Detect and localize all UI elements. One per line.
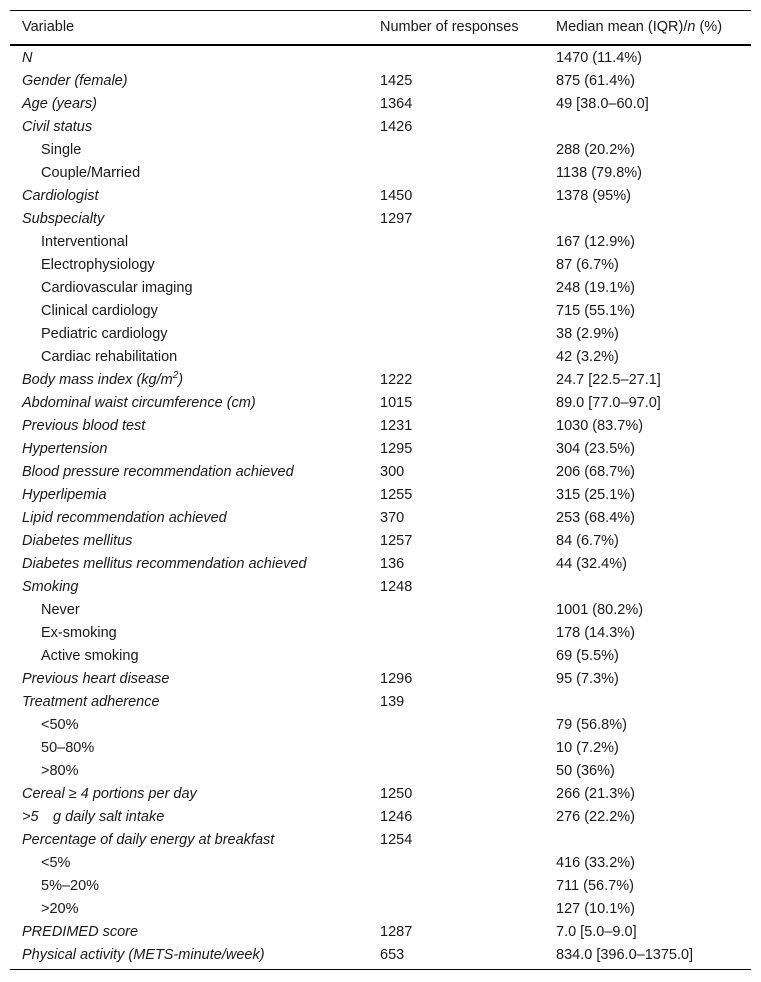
table-row [10,668,751,691]
row-responses: 1295 [380,441,413,457]
row-value: 87 (6.7%) [556,257,619,273]
row-value: 95 (7.3%) [556,671,619,687]
row-variable: Civil status [22,119,93,135]
row-variable: Diabetes mellitus recommendation achieved [22,556,307,572]
header-median-suffix: (%) [695,19,723,35]
row-variable: Abdominal waist circumference (cm) [22,395,256,411]
table-row [10,760,751,783]
table-row [10,829,751,852]
row-variable: Cardiovascular imaging [41,280,193,296]
row-responses: 1257 [380,533,413,549]
table-row [10,116,751,139]
row-responses: 136 [380,556,405,572]
row-variable-superscript: 2 [172,370,179,382]
table-row [10,162,751,185]
table-row [10,852,751,875]
table-row [10,254,751,277]
table-row [10,208,751,231]
table-row [10,714,751,737]
row-value: 50 (36%) [556,763,615,779]
row-variable: <5% [41,855,71,871]
row-variable: Smoking [22,579,79,595]
row-value: 248 (19.1%) [556,280,635,296]
row-value: 1378 (95%) [556,188,631,204]
header-median-prefix: Median mean (IQR)/ [556,19,688,35]
table-row [10,438,751,461]
row-value: 84 (6.7%) [556,533,619,549]
row-variable: >80% [41,763,79,779]
row-variable: >20% [41,901,79,917]
row-variable: 50–80% [41,740,95,756]
row-variable: Treatment adherence [22,694,160,710]
row-responses: 1248 [380,579,413,595]
row-responses: 1015 [380,395,413,411]
row-variable: Subspecialty [22,211,105,227]
table-row [10,93,751,116]
table-row [10,737,751,760]
row-responses: 1222 [380,372,413,388]
table-row [10,875,751,898]
table-row [10,139,751,162]
row-responses: 370 [380,510,405,526]
row-value: 315 (25.1%) [556,487,635,503]
row-variable: Electrophysiology [41,257,155,273]
row-value: 10 (7.2%) [556,740,619,756]
row-value: 24.7 [22.5–27.1] [556,372,661,388]
row-variable: Cereal ≥ 4 portions per day [22,786,197,802]
row-variable: Cardiologist [22,188,99,204]
row-value: 7.0 [5.0–9.0] [556,924,637,940]
row-variable: PREDIMED score [22,924,139,940]
row-responses: 139 [380,694,405,710]
row-responses: 653 [380,947,405,963]
row-value: 89.0 [77.0–97.0] [556,395,661,411]
table-bottom-rule [10,969,751,970]
row-value: 276 (22.2%) [556,809,635,825]
row-value: 69 (5.5%) [556,648,619,664]
row-value: 49 [38.0–60.0] [556,96,649,112]
table-row [10,507,751,530]
header-variable: Variable [22,19,75,35]
row-variable: Ex-smoking [41,625,117,641]
row-value: 178 (14.3%) [556,625,635,641]
row-variable: Active smoking [41,648,139,664]
row-variable-text: Body mass index (kg/m [22,372,173,388]
row-variable: Pediatric cardiology [41,326,168,342]
row-responses: 1364 [380,96,413,112]
row-variable: 5%–20% [41,878,100,894]
row-value: 1030 (83.7%) [556,418,644,434]
row-variable: Physical activity (METS-minute/week) [22,947,265,963]
row-responses: 1287 [380,924,413,940]
row-variable: Blood pressure recommendation achieved [22,464,294,480]
row-responses: 300 [380,464,405,480]
table-row [10,47,751,70]
row-responses: 1250 [380,786,413,802]
row-variable: Lipid recommendation achieved [22,510,227,526]
row-value: 1138 (79.8%) [556,165,642,181]
table-row [10,691,751,714]
row-value: 42 (3.2%) [556,349,619,365]
table-row [10,70,751,93]
table-row [10,898,751,921]
table-row [10,553,751,576]
table-row [10,576,751,599]
row-variable: Interventional [41,234,129,250]
row-value: 834.0 [396.0–1375.0] [556,947,694,963]
row-value: 253 (68.4%) [556,510,635,526]
row-variable: Diabetes mellitus [22,533,133,549]
table-row [10,185,751,208]
table-row [10,921,751,944]
table-row [10,415,751,438]
table-row [10,645,751,668]
row-variable: Hyperlipemia [22,487,107,503]
table-row [10,369,751,392]
row-value: 167 (12.9%) [556,234,635,250]
row-variable: Percentage of daily energy at breakfast [22,832,275,848]
row-responses: 1255 [380,487,413,503]
header-responses: Number of responses [380,19,519,35]
table-row [10,484,751,507]
row-variable [10,369,368,392]
table-row [10,231,751,254]
row-variable: N [22,50,33,66]
row-variable: >5 g daily salt intake [22,809,165,825]
row-value: 1470 (11.4%) [556,50,642,66]
row-variable: Couple/Married [41,165,141,181]
row-value: 715 (55.1%) [556,303,635,319]
table-row [10,783,751,806]
row-responses: 1246 [380,809,413,825]
row-responses: 1425 [380,73,413,89]
table-row [10,944,751,967]
table-header-row [10,11,751,44]
row-value: 416 (33.2%) [556,855,635,871]
header-median-n: n [687,19,696,35]
row-value: 44 (32.4%) [556,556,627,572]
table-row [10,530,751,553]
table-row [10,806,751,829]
row-value: 127 (10.1%) [556,901,635,917]
table-row [10,461,751,484]
row-variable: Previous blood test [22,418,146,434]
row-responses: 1297 [380,211,413,227]
row-responses: 1254 [380,832,413,848]
row-variable: <50% [41,717,79,733]
table-row [10,599,751,622]
row-value: 206 (68.7%) [556,464,635,480]
row-value: 38 (2.9%) [556,326,619,342]
row-variable: Single [41,142,82,158]
row-variable: Clinical cardiology [41,303,158,319]
table-row [10,323,751,346]
row-responses: 1450 [380,188,413,204]
row-variable: Previous heart disease [22,671,170,687]
table-row [10,300,751,323]
row-value: 266 (21.3%) [556,786,635,802]
row-value: 304 (23.5%) [556,441,635,457]
row-variable: Gender (female) [22,73,128,89]
header-median [544,11,751,44]
table-row [10,622,751,645]
row-variable: Age (years) [22,96,97,112]
row-value: 711 (56.7%) [556,878,634,894]
row-value: 288 (20.2%) [556,142,635,158]
row-variable-tail: ) [178,372,184,388]
results-table [10,10,751,970]
row-responses: 1426 [380,119,413,135]
row-value: 79 (56.8%) [556,717,627,733]
row-variable: Hypertension [22,441,108,457]
row-responses: 1231 [380,418,413,434]
row-responses: 1296 [380,671,413,687]
row-value: 1001 (80.2%) [556,602,644,618]
row-value: 875 (61.4%) [556,73,635,89]
row-variable: Never [41,602,80,618]
table-row [10,277,751,300]
table-body [10,46,751,969]
row-variable: Cardiac rehabilitation [41,349,178,365]
table-row [10,346,751,369]
table-row [10,392,751,415]
